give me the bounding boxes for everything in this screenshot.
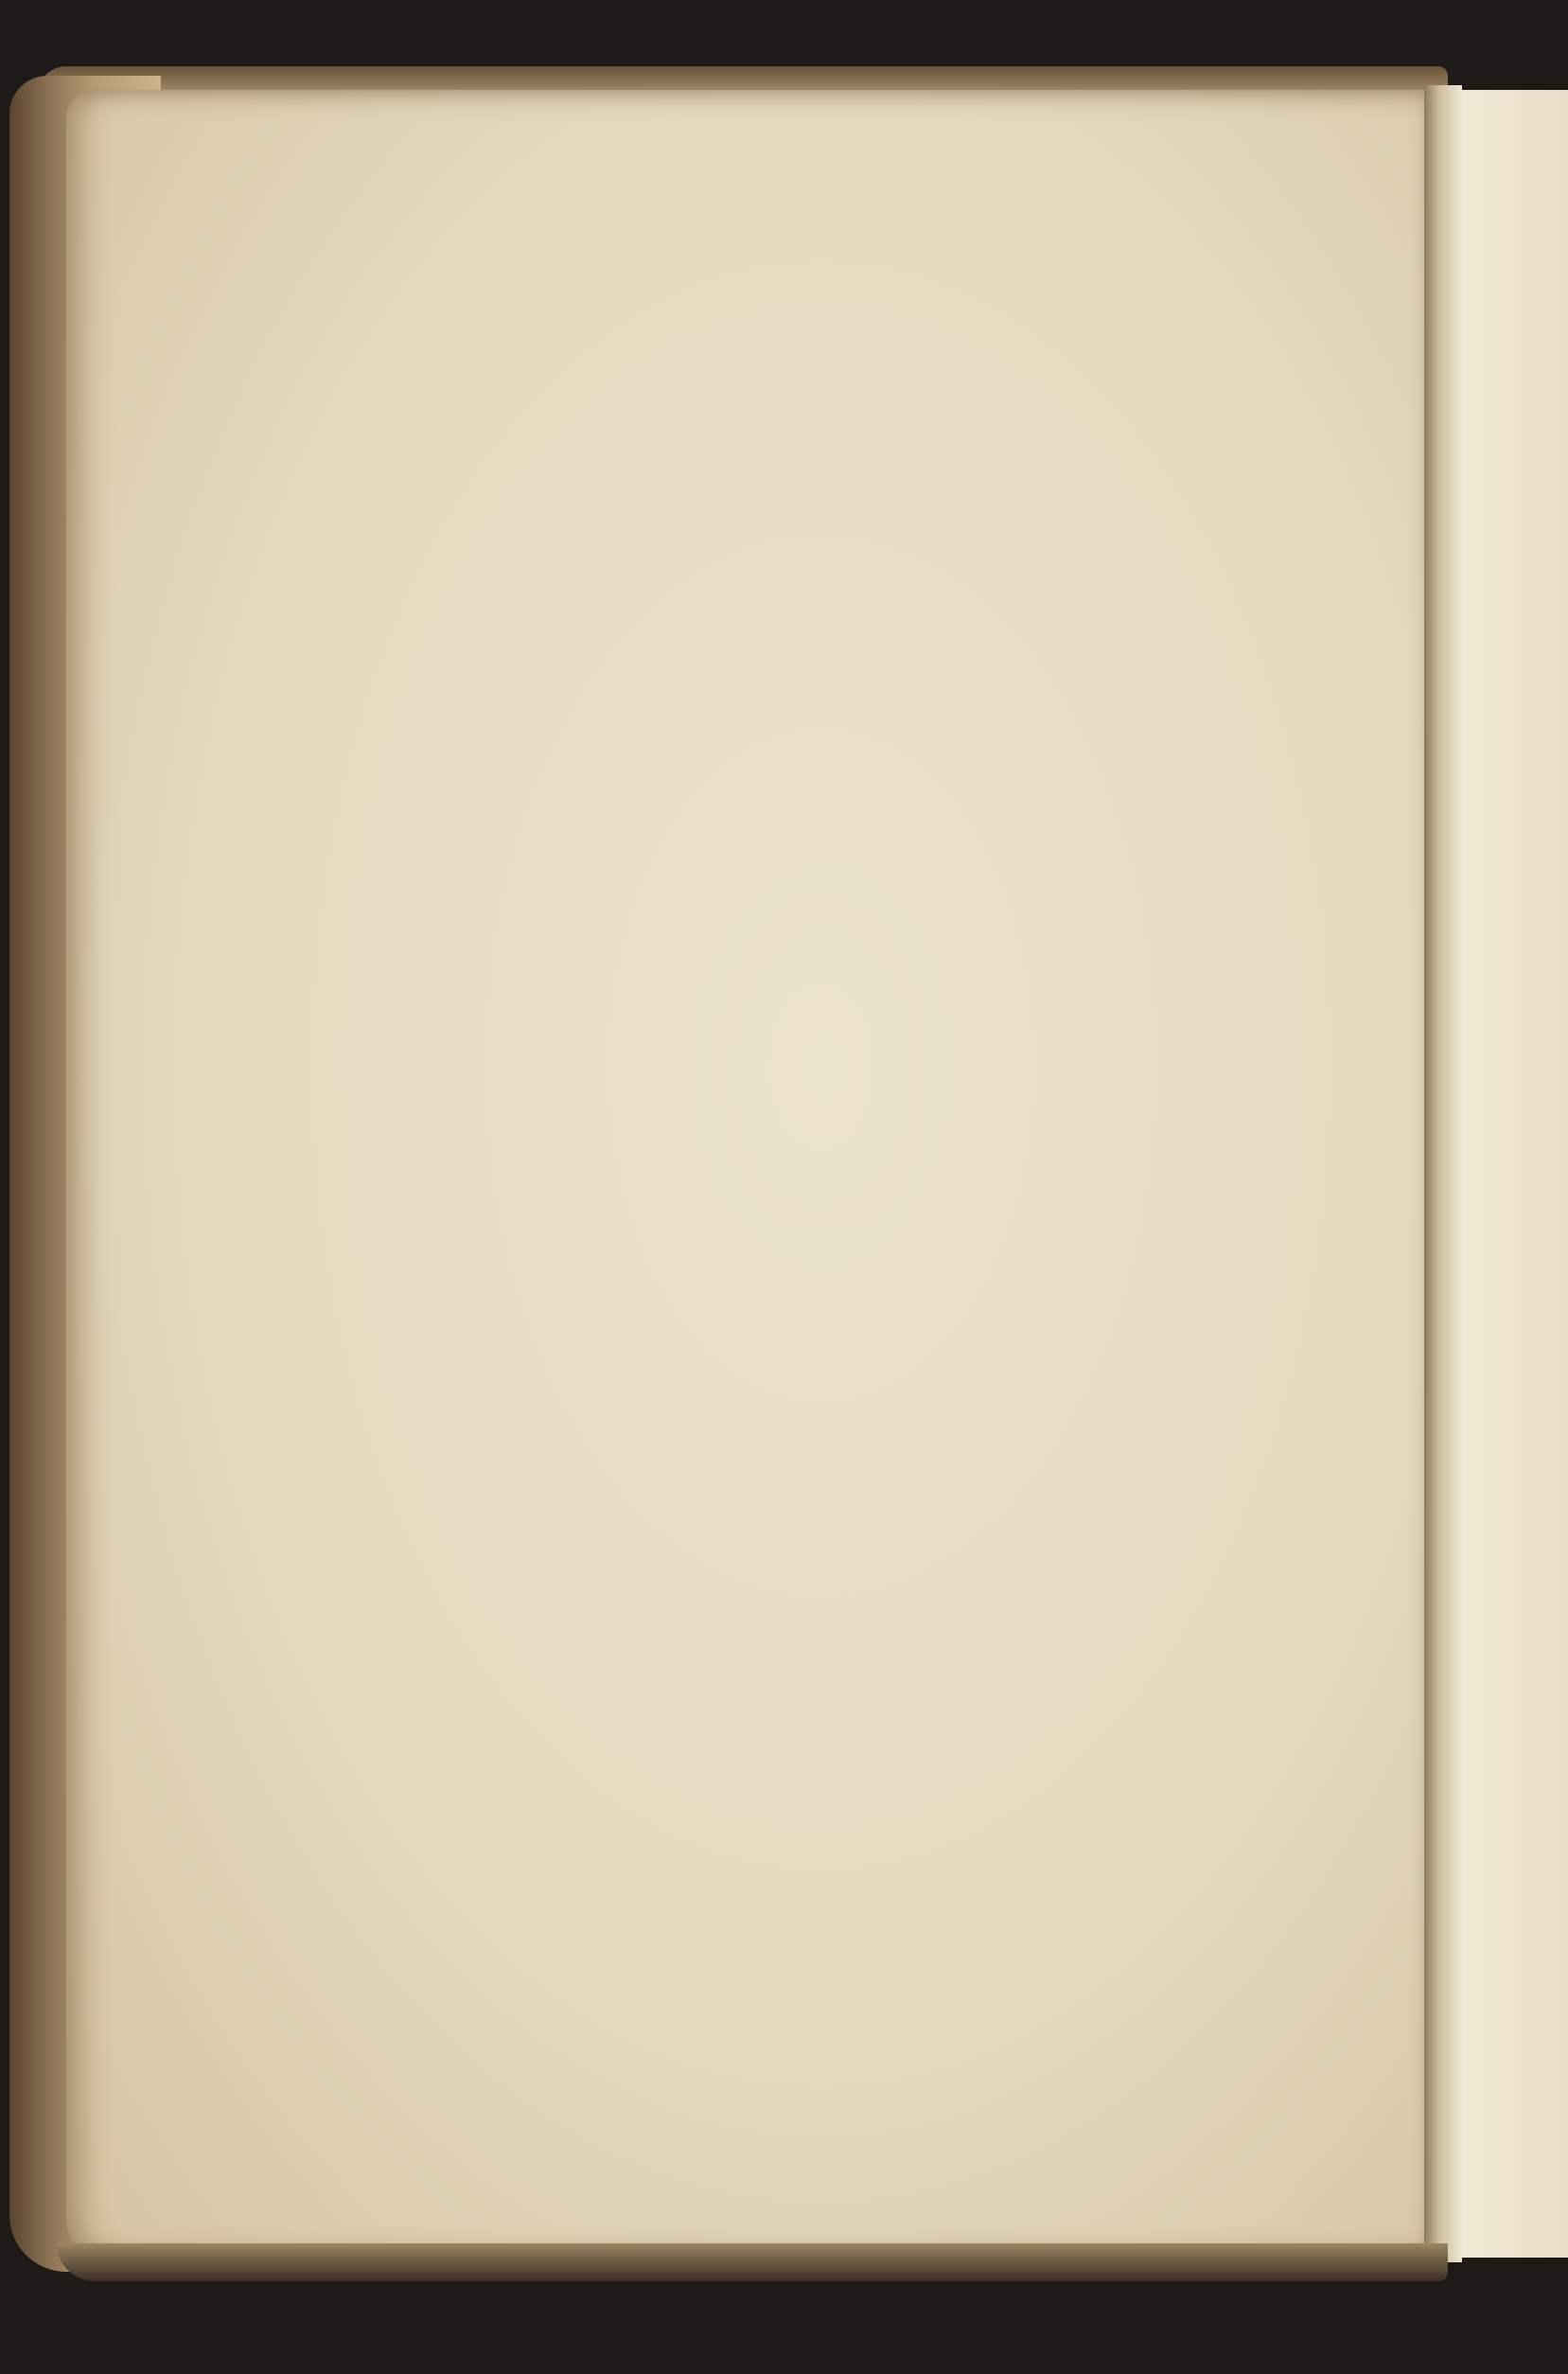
left-page — [66, 90, 1438, 2258]
page-header — [393, 293, 1074, 350]
book-bottom-edge — [57, 2243, 1448, 2281]
facing-page — [1462, 90, 1568, 2258]
book-gutter — [1424, 85, 1462, 2262]
